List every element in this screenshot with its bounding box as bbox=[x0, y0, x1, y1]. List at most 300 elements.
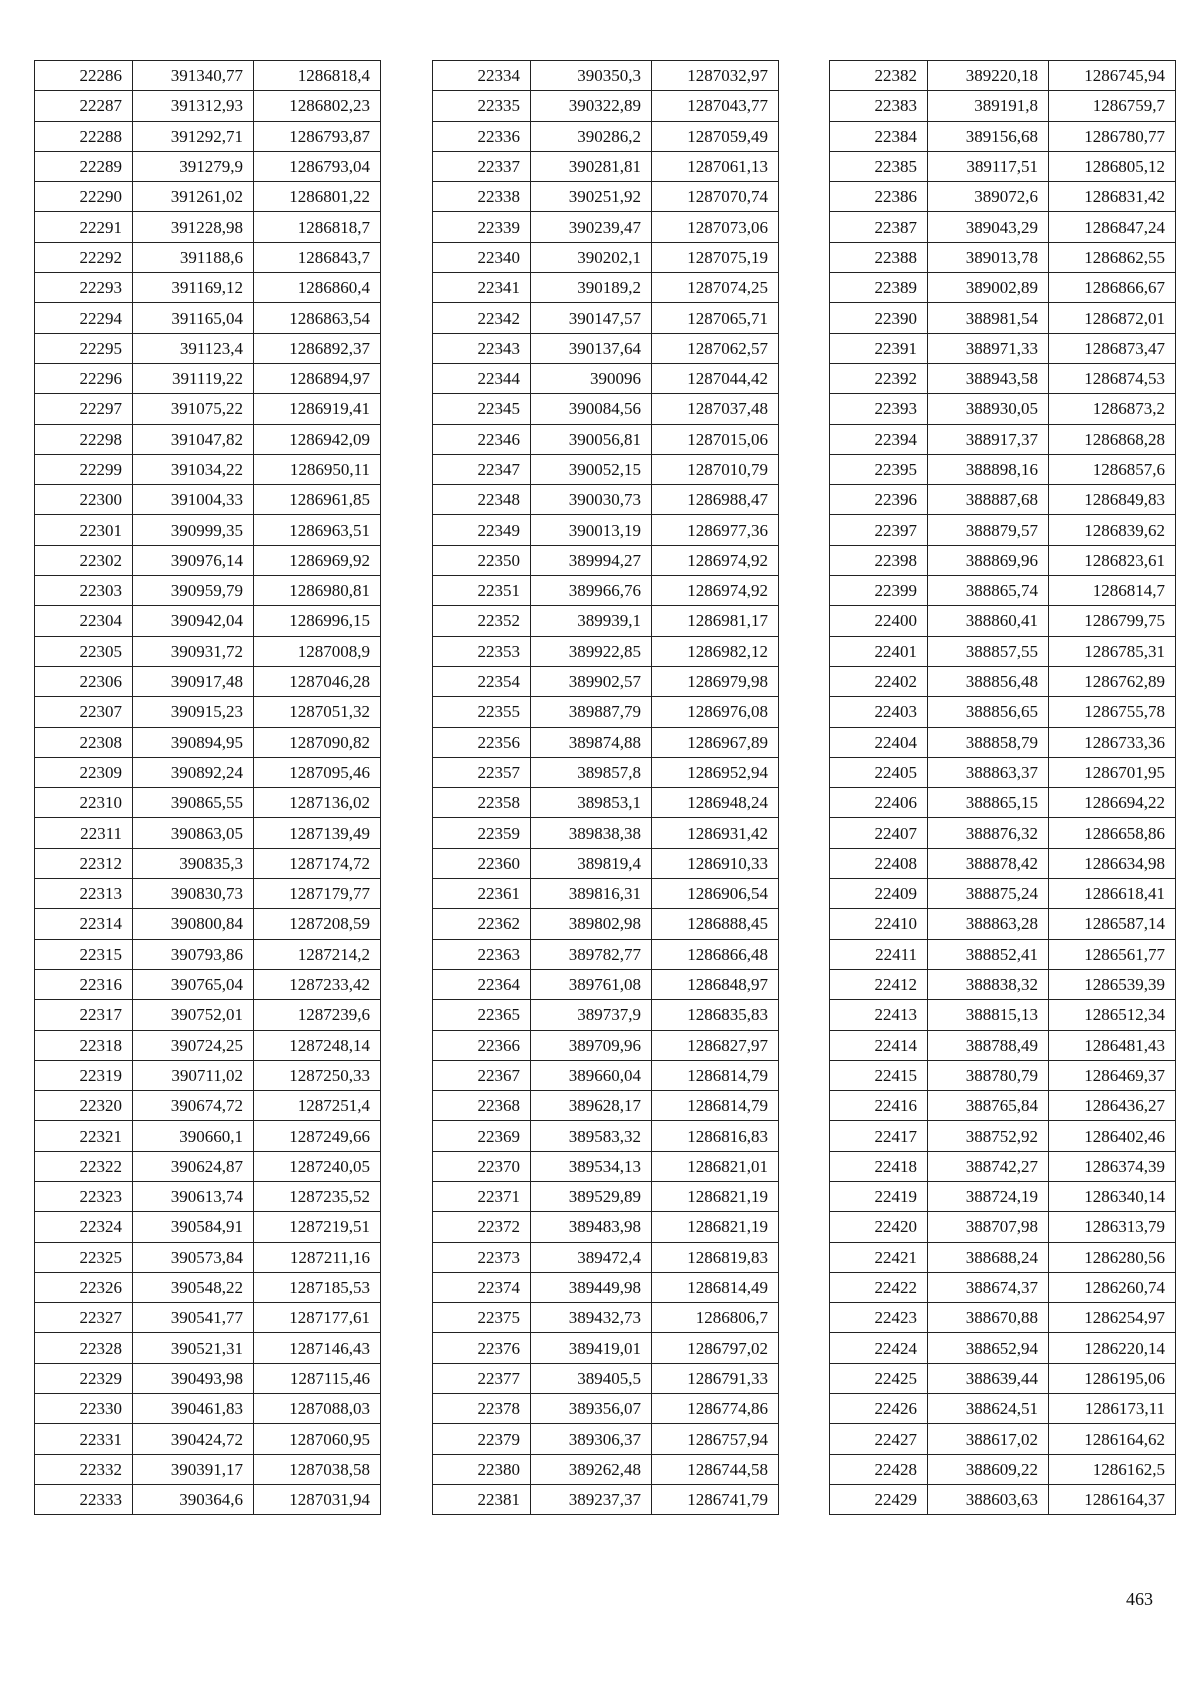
x-coordinate-cell: 388917,37 bbox=[928, 424, 1049, 454]
table-row bbox=[830, 1181, 1176, 1211]
y-coordinate-cell: 1286701,95 bbox=[1049, 757, 1176, 787]
y-coordinate-cell: 1286868,28 bbox=[1049, 424, 1176, 454]
table-row bbox=[433, 151, 779, 181]
y-coordinate-cell: 1287239,6 bbox=[254, 1000, 381, 1030]
x-coordinate-cell: 390942,04 bbox=[133, 606, 254, 636]
point-number-cell: 22409 bbox=[830, 879, 928, 909]
table-row bbox=[830, 91, 1176, 121]
y-coordinate-cell: 1286963,51 bbox=[254, 515, 381, 545]
point-number-cell: 22343 bbox=[433, 333, 531, 363]
y-coordinate-cell: 1286894,97 bbox=[254, 363, 381, 393]
y-coordinate-cell: 1286539,39 bbox=[1049, 969, 1176, 999]
point-number-cell: 22373 bbox=[433, 1242, 531, 1272]
y-coordinate-cell: 1287248,14 bbox=[254, 1030, 381, 1060]
point-number-cell: 22423 bbox=[830, 1303, 928, 1333]
x-coordinate-cell: 389737,9 bbox=[531, 1000, 652, 1030]
x-coordinate-cell: 390865,55 bbox=[133, 788, 254, 818]
y-coordinate-cell: 1286436,27 bbox=[1049, 1091, 1176, 1121]
point-number-cell: 22335 bbox=[433, 91, 531, 121]
table-row bbox=[830, 424, 1176, 454]
x-coordinate-cell: 388674,37 bbox=[928, 1272, 1049, 1302]
table-row bbox=[35, 1212, 381, 1242]
table-row bbox=[830, 1303, 1176, 1333]
y-coordinate-cell: 1286799,75 bbox=[1049, 606, 1176, 636]
point-number-cell: 22290 bbox=[35, 182, 133, 212]
y-coordinate-cell: 1286821,19 bbox=[652, 1212, 779, 1242]
table-row bbox=[433, 182, 779, 212]
x-coordinate-cell: 390493,98 bbox=[133, 1363, 254, 1393]
table-row bbox=[433, 848, 779, 878]
page-number: 463 bbox=[1126, 1589, 1153, 1609]
point-number-cell: 22366 bbox=[433, 1030, 531, 1060]
point-number-cell: 22324 bbox=[35, 1212, 133, 1242]
y-coordinate-cell: 1286561,77 bbox=[1049, 939, 1176, 969]
x-coordinate-cell: 389966,76 bbox=[531, 576, 652, 606]
point-number-cell: 22396 bbox=[830, 485, 928, 515]
table-row bbox=[35, 182, 381, 212]
y-coordinate-cell: 1287146,43 bbox=[254, 1333, 381, 1363]
y-coordinate-cell: 1286818,7 bbox=[254, 212, 381, 242]
table-row bbox=[830, 969, 1176, 999]
y-coordinate-cell: 1287174,72 bbox=[254, 848, 381, 878]
y-coordinate-cell: 1286658,86 bbox=[1049, 818, 1176, 848]
point-number-cell: 22356 bbox=[433, 727, 531, 757]
x-coordinate-cell: 388724,19 bbox=[928, 1181, 1049, 1211]
point-number-cell: 22389 bbox=[830, 273, 928, 303]
point-number-cell: 22292 bbox=[35, 242, 133, 272]
point-number-cell: 22318 bbox=[35, 1030, 133, 1060]
point-number-cell: 22296 bbox=[35, 363, 133, 393]
x-coordinate-cell: 388876,32 bbox=[928, 818, 1049, 848]
y-coordinate-cell: 1287115,46 bbox=[254, 1363, 381, 1393]
y-coordinate-cell: 1286744,58 bbox=[652, 1454, 779, 1484]
table-row bbox=[830, 1151, 1176, 1181]
x-coordinate-cell: 388688,24 bbox=[928, 1242, 1049, 1272]
y-coordinate-cell: 1287070,74 bbox=[652, 182, 779, 212]
point-number-cell: 22338 bbox=[433, 182, 531, 212]
point-number-cell: 22406 bbox=[830, 788, 928, 818]
table-row bbox=[35, 212, 381, 242]
table-row bbox=[433, 242, 779, 272]
table-row bbox=[433, 636, 779, 666]
y-coordinate-cell: 1286313,79 bbox=[1049, 1212, 1176, 1242]
point-number-cell: 22320 bbox=[35, 1091, 133, 1121]
table-row bbox=[433, 515, 779, 545]
x-coordinate-cell: 389472,4 bbox=[531, 1242, 652, 1272]
point-number-cell: 22328 bbox=[35, 1333, 133, 1363]
point-number-cell: 22395 bbox=[830, 454, 928, 484]
point-number-cell: 22372 bbox=[433, 1212, 531, 1242]
point-number-cell: 22369 bbox=[433, 1121, 531, 1151]
y-coordinate-cell: 1286982,12 bbox=[652, 636, 779, 666]
table-row bbox=[35, 424, 381, 454]
point-number-cell: 22300 bbox=[35, 485, 133, 515]
table-row bbox=[830, 1424, 1176, 1454]
x-coordinate-cell: 389449,98 bbox=[531, 1272, 652, 1302]
table-row bbox=[433, 545, 779, 575]
point-number-cell: 22429 bbox=[830, 1484, 928, 1514]
table-row bbox=[830, 1394, 1176, 1424]
x-coordinate-cell: 388857,55 bbox=[928, 636, 1049, 666]
y-coordinate-cell: 1287179,77 bbox=[254, 879, 381, 909]
point-number-cell: 22291 bbox=[35, 212, 133, 242]
point-number-cell: 22325 bbox=[35, 1242, 133, 1272]
point-number-cell: 22383 bbox=[830, 91, 928, 121]
y-coordinate-cell: 1287249,66 bbox=[254, 1121, 381, 1151]
y-coordinate-cell: 1286816,83 bbox=[652, 1121, 779, 1151]
point-number-cell: 22349 bbox=[433, 515, 531, 545]
x-coordinate-cell: 388707,98 bbox=[928, 1212, 1049, 1242]
y-coordinate-cell: 1286888,45 bbox=[652, 909, 779, 939]
point-number-cell: 22400 bbox=[830, 606, 928, 636]
table-row bbox=[35, 818, 381, 848]
x-coordinate-cell: 388863,28 bbox=[928, 909, 1049, 939]
point-number-cell: 22361 bbox=[433, 879, 531, 909]
point-number-cell: 22401 bbox=[830, 636, 928, 666]
y-coordinate-cell: 1286860,4 bbox=[254, 273, 381, 303]
table-row bbox=[35, 1394, 381, 1424]
x-coordinate-cell: 389939,1 bbox=[531, 606, 652, 636]
x-coordinate-cell: 389838,38 bbox=[531, 818, 652, 848]
table-row bbox=[35, 91, 381, 121]
table-row bbox=[35, 788, 381, 818]
point-number-cell: 22371 bbox=[433, 1181, 531, 1211]
x-coordinate-cell: 389483,98 bbox=[531, 1212, 652, 1242]
table-row bbox=[35, 757, 381, 787]
table-row bbox=[433, 818, 779, 848]
point-number-cell: 22388 bbox=[830, 242, 928, 272]
y-coordinate-cell: 1286814,7 bbox=[1049, 576, 1176, 606]
y-coordinate-cell: 1286741,79 bbox=[652, 1484, 779, 1514]
y-coordinate-cell: 1286950,11 bbox=[254, 454, 381, 484]
x-coordinate-cell: 390461,83 bbox=[133, 1394, 254, 1424]
y-coordinate-cell: 1287037,48 bbox=[652, 394, 779, 424]
point-number-cell: 22357 bbox=[433, 757, 531, 787]
y-coordinate-cell: 1287208,59 bbox=[254, 909, 381, 939]
y-coordinate-cell: 1287088,03 bbox=[254, 1394, 381, 1424]
x-coordinate-cell: 388617,02 bbox=[928, 1424, 1049, 1454]
table-row bbox=[830, 909, 1176, 939]
x-coordinate-cell: 388981,54 bbox=[928, 303, 1049, 333]
table-row bbox=[433, 1212, 779, 1242]
table-row bbox=[35, 576, 381, 606]
table-row bbox=[830, 212, 1176, 242]
table-row bbox=[35, 1363, 381, 1393]
point-number-cell: 22304 bbox=[35, 606, 133, 636]
table-row bbox=[35, 666, 381, 696]
point-number-cell: 22377 bbox=[433, 1363, 531, 1393]
y-coordinate-cell: 1286512,34 bbox=[1049, 1000, 1176, 1030]
x-coordinate-cell: 388765,84 bbox=[928, 1091, 1049, 1121]
table-row bbox=[830, 818, 1176, 848]
point-number-cell: 22344 bbox=[433, 363, 531, 393]
table-row bbox=[35, 848, 381, 878]
x-coordinate-cell: 388863,37 bbox=[928, 757, 1049, 787]
x-coordinate-cell: 390350,3 bbox=[531, 61, 652, 91]
table-row bbox=[35, 515, 381, 545]
table-row bbox=[433, 1181, 779, 1211]
y-coordinate-cell: 1286774,86 bbox=[652, 1394, 779, 1424]
y-coordinate-cell: 1287032,97 bbox=[652, 61, 779, 91]
y-coordinate-cell: 1287074,25 bbox=[652, 273, 779, 303]
y-coordinate-cell: 1286969,92 bbox=[254, 545, 381, 575]
table-row bbox=[830, 879, 1176, 909]
y-coordinate-cell: 1286835,83 bbox=[652, 1000, 779, 1030]
x-coordinate-cell: 390931,72 bbox=[133, 636, 254, 666]
x-coordinate-cell: 388609,22 bbox=[928, 1454, 1049, 1484]
x-coordinate-cell: 391188,6 bbox=[133, 242, 254, 272]
y-coordinate-cell: 1287038,58 bbox=[254, 1454, 381, 1484]
y-coordinate-cell: 1287051,32 bbox=[254, 697, 381, 727]
y-coordinate-cell: 1286814,79 bbox=[652, 1060, 779, 1090]
table-row bbox=[35, 1030, 381, 1060]
point-number-cell: 22348 bbox=[433, 485, 531, 515]
point-number-cell: 22321 bbox=[35, 1121, 133, 1151]
point-number-cell: 22309 bbox=[35, 757, 133, 787]
y-coordinate-cell: 1287250,33 bbox=[254, 1060, 381, 1090]
table-row bbox=[830, 1484, 1176, 1514]
x-coordinate-cell: 390660,1 bbox=[133, 1121, 254, 1151]
table-row bbox=[35, 394, 381, 424]
y-coordinate-cell: 1287073,06 bbox=[652, 212, 779, 242]
y-coordinate-cell: 1287211,16 bbox=[254, 1242, 381, 1272]
x-coordinate-cell: 388860,41 bbox=[928, 606, 1049, 636]
x-coordinate-cell: 390863,05 bbox=[133, 818, 254, 848]
x-coordinate-cell: 388838,32 bbox=[928, 969, 1049, 999]
table-row bbox=[35, 485, 381, 515]
y-coordinate-cell: 1286872,01 bbox=[1049, 303, 1176, 333]
x-coordinate-cell: 389628,17 bbox=[531, 1091, 652, 1121]
table-row bbox=[35, 1151, 381, 1181]
y-coordinate-cell: 1287062,57 bbox=[652, 333, 779, 363]
y-coordinate-cell: 1286340,14 bbox=[1049, 1181, 1176, 1211]
y-coordinate-cell: 1286866,48 bbox=[652, 939, 779, 969]
table-row bbox=[35, 273, 381, 303]
point-number-cell: 22333 bbox=[35, 1484, 133, 1514]
point-number-cell: 22420 bbox=[830, 1212, 928, 1242]
x-coordinate-cell: 390147,57 bbox=[531, 303, 652, 333]
point-number-cell: 22301 bbox=[35, 515, 133, 545]
x-coordinate-cell: 388898,16 bbox=[928, 454, 1049, 484]
x-coordinate-cell: 390239,47 bbox=[531, 212, 652, 242]
x-coordinate-cell: 390613,74 bbox=[133, 1181, 254, 1211]
table-row bbox=[35, 61, 381, 91]
point-number-cell: 22322 bbox=[35, 1151, 133, 1181]
y-coordinate-cell: 1286857,6 bbox=[1049, 454, 1176, 484]
table-row bbox=[433, 61, 779, 91]
y-coordinate-cell: 1286481,43 bbox=[1049, 1030, 1176, 1060]
x-coordinate-cell: 390251,92 bbox=[531, 182, 652, 212]
x-coordinate-cell: 389419,01 bbox=[531, 1333, 652, 1363]
point-number-cell: 22363 bbox=[433, 939, 531, 969]
y-coordinate-cell: 1286260,74 bbox=[1049, 1272, 1176, 1302]
point-number-cell: 22347 bbox=[433, 454, 531, 484]
x-coordinate-cell: 391340,77 bbox=[133, 61, 254, 91]
x-coordinate-cell: 391047,82 bbox=[133, 424, 254, 454]
x-coordinate-cell: 391312,93 bbox=[133, 91, 254, 121]
y-coordinate-cell: 1286801,22 bbox=[254, 182, 381, 212]
x-coordinate-cell: 390391,17 bbox=[133, 1454, 254, 1484]
y-coordinate-cell: 1287059,49 bbox=[652, 121, 779, 151]
point-number-cell: 22421 bbox=[830, 1242, 928, 1272]
y-coordinate-cell: 1287219,51 bbox=[254, 1212, 381, 1242]
x-coordinate-cell: 390674,72 bbox=[133, 1091, 254, 1121]
point-number-cell: 22418 bbox=[830, 1151, 928, 1181]
y-coordinate-cell: 1287233,42 bbox=[254, 969, 381, 999]
y-coordinate-cell: 1286906,54 bbox=[652, 879, 779, 909]
y-coordinate-cell: 1286821,19 bbox=[652, 1181, 779, 1211]
x-coordinate-cell: 389583,32 bbox=[531, 1121, 652, 1151]
y-coordinate-cell: 1287061,13 bbox=[652, 151, 779, 181]
x-coordinate-cell: 390959,79 bbox=[133, 576, 254, 606]
table-row bbox=[433, 363, 779, 393]
x-coordinate-cell: 390521,31 bbox=[133, 1333, 254, 1363]
y-coordinate-cell: 1286931,42 bbox=[652, 818, 779, 848]
y-coordinate-cell: 1286967,89 bbox=[652, 727, 779, 757]
x-coordinate-cell: 388875,24 bbox=[928, 879, 1049, 909]
point-number-cell: 22405 bbox=[830, 757, 928, 787]
point-number-cell: 22295 bbox=[35, 333, 133, 363]
point-number-cell: 22426 bbox=[830, 1394, 928, 1424]
y-coordinate-cell: 1286981,17 bbox=[652, 606, 779, 636]
table-row bbox=[433, 727, 779, 757]
y-coordinate-cell: 1286873,47 bbox=[1049, 333, 1176, 363]
y-coordinate-cell: 1286952,94 bbox=[652, 757, 779, 787]
x-coordinate-cell: 390835,3 bbox=[133, 848, 254, 878]
point-number-cell: 22386 bbox=[830, 182, 928, 212]
point-number-cell: 22378 bbox=[433, 1394, 531, 1424]
point-number-cell: 22331 bbox=[35, 1424, 133, 1454]
table-row bbox=[830, 454, 1176, 484]
point-number-cell: 22354 bbox=[433, 666, 531, 696]
table-row bbox=[35, 697, 381, 727]
point-number-cell: 22310 bbox=[35, 788, 133, 818]
y-coordinate-cell: 1287075,19 bbox=[652, 242, 779, 272]
table-row bbox=[35, 1181, 381, 1211]
point-number-cell: 22428 bbox=[830, 1454, 928, 1484]
x-coordinate-cell: 388639,44 bbox=[928, 1363, 1049, 1393]
table-row bbox=[830, 606, 1176, 636]
point-number-cell: 22319 bbox=[35, 1060, 133, 1090]
y-coordinate-cell: 1286762,89 bbox=[1049, 666, 1176, 696]
y-coordinate-cell: 1286839,62 bbox=[1049, 515, 1176, 545]
point-number-cell: 22427 bbox=[830, 1424, 928, 1454]
y-coordinate-cell: 1286848,97 bbox=[652, 969, 779, 999]
point-number-cell: 22289 bbox=[35, 151, 133, 181]
y-coordinate-cell: 1286892,37 bbox=[254, 333, 381, 363]
point-number-cell: 22327 bbox=[35, 1303, 133, 1333]
table-row bbox=[35, 242, 381, 272]
y-coordinate-cell: 1286910,33 bbox=[652, 848, 779, 878]
table-row bbox=[35, 606, 381, 636]
table-row bbox=[433, 91, 779, 121]
y-coordinate-cell: 1286280,56 bbox=[1049, 1242, 1176, 1272]
table-row bbox=[35, 121, 381, 151]
x-coordinate-cell: 390281,81 bbox=[531, 151, 652, 181]
table-row bbox=[35, 1333, 381, 1363]
table-row bbox=[433, 333, 779, 363]
point-number-cell: 22407 bbox=[830, 818, 928, 848]
point-number-cell: 22286 bbox=[35, 61, 133, 91]
x-coordinate-cell: 389819,4 bbox=[531, 848, 652, 878]
point-number-cell: 22419 bbox=[830, 1181, 928, 1211]
x-coordinate-cell: 388971,33 bbox=[928, 333, 1049, 363]
point-number-cell: 22414 bbox=[830, 1030, 928, 1060]
x-coordinate-cell: 390364,6 bbox=[133, 1484, 254, 1514]
table-row bbox=[830, 121, 1176, 151]
table-row bbox=[830, 666, 1176, 696]
table-row bbox=[35, 1242, 381, 1272]
point-number-cell: 22384 bbox=[830, 121, 928, 151]
y-coordinate-cell: 1287136,02 bbox=[254, 788, 381, 818]
x-coordinate-cell: 388930,05 bbox=[928, 394, 1049, 424]
x-coordinate-cell: 389237,37 bbox=[531, 1484, 652, 1514]
x-coordinate-cell: 389156,68 bbox=[928, 121, 1049, 151]
point-number-cell: 22412 bbox=[830, 969, 928, 999]
x-coordinate-cell: 388865,15 bbox=[928, 788, 1049, 818]
x-coordinate-cell: 389002,89 bbox=[928, 273, 1049, 303]
x-coordinate-cell: 390137,64 bbox=[531, 333, 652, 363]
x-coordinate-cell: 388670,88 bbox=[928, 1303, 1049, 1333]
x-coordinate-cell: 388858,79 bbox=[928, 727, 1049, 757]
x-coordinate-cell: 390892,24 bbox=[133, 757, 254, 787]
y-coordinate-cell: 1286802,23 bbox=[254, 91, 381, 121]
table-row bbox=[35, 333, 381, 363]
table-row bbox=[35, 879, 381, 909]
y-coordinate-cell: 1286974,92 bbox=[652, 576, 779, 606]
x-coordinate-cell: 389356,07 bbox=[531, 1394, 652, 1424]
x-coordinate-cell: 390286,2 bbox=[531, 121, 652, 151]
point-number-cell: 22374 bbox=[433, 1272, 531, 1302]
y-coordinate-cell: 1286827,97 bbox=[652, 1030, 779, 1060]
y-coordinate-cell: 1286980,81 bbox=[254, 576, 381, 606]
x-coordinate-cell: 388788,49 bbox=[928, 1030, 1049, 1060]
table-row bbox=[830, 333, 1176, 363]
x-coordinate-cell: 388865,74 bbox=[928, 576, 1049, 606]
y-coordinate-cell: 1287060,95 bbox=[254, 1424, 381, 1454]
point-number-cell: 22413 bbox=[830, 1000, 928, 1030]
y-coordinate-cell: 1286469,37 bbox=[1049, 1060, 1176, 1090]
x-coordinate-cell: 388943,58 bbox=[928, 363, 1049, 393]
table-row bbox=[433, 1272, 779, 1302]
y-coordinate-cell: 1286976,08 bbox=[652, 697, 779, 727]
point-number-cell: 22287 bbox=[35, 91, 133, 121]
x-coordinate-cell: 389306,37 bbox=[531, 1424, 652, 1454]
y-coordinate-cell: 1286873,2 bbox=[1049, 394, 1176, 424]
x-coordinate-cell: 390030,73 bbox=[531, 485, 652, 515]
point-number-cell: 22323 bbox=[35, 1181, 133, 1211]
point-number-cell: 22368 bbox=[433, 1091, 531, 1121]
x-coordinate-cell: 390711,02 bbox=[133, 1060, 254, 1090]
table-row bbox=[830, 1060, 1176, 1090]
table-row bbox=[35, 969, 381, 999]
table-row bbox=[433, 969, 779, 999]
point-number-cell: 22393 bbox=[830, 394, 928, 424]
y-coordinate-cell: 1286919,41 bbox=[254, 394, 381, 424]
point-number-cell: 22410 bbox=[830, 909, 928, 939]
y-coordinate-cell: 1287235,52 bbox=[254, 1181, 381, 1211]
table-row bbox=[830, 848, 1176, 878]
table-row bbox=[830, 1121, 1176, 1151]
table-row bbox=[433, 909, 779, 939]
point-number-cell: 22404 bbox=[830, 727, 928, 757]
x-coordinate-cell: 388603,63 bbox=[928, 1484, 1049, 1514]
table-row bbox=[830, 1272, 1176, 1302]
point-number-cell: 22350 bbox=[433, 545, 531, 575]
y-coordinate-cell: 1287065,71 bbox=[652, 303, 779, 333]
point-number-cell: 22342 bbox=[433, 303, 531, 333]
point-number-cell: 22391 bbox=[830, 333, 928, 363]
